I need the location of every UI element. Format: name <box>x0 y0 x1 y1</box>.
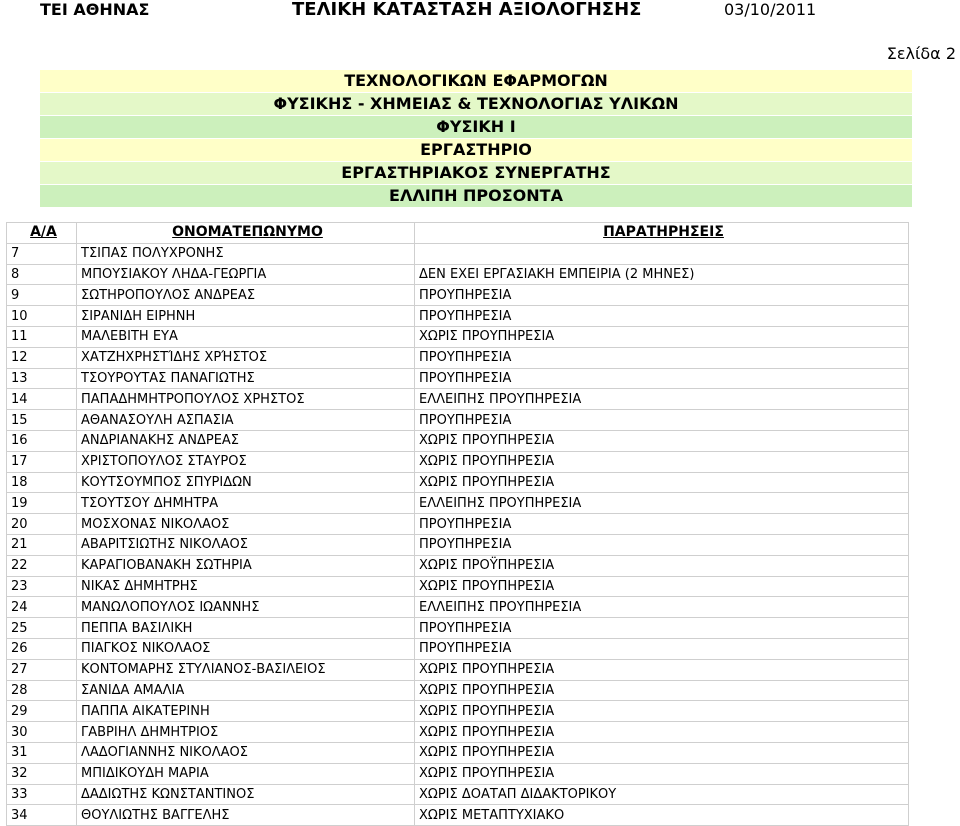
row-remarks: ΠΡΟΥΠΗΡΕΣΙΑ <box>415 306 909 327</box>
table-row <box>7 763 909 784</box>
row-number: 20 <box>7 514 77 535</box>
row-name: ΧΑΤΖΗΧΡΗΣΤΊΔΗΣ ΧΡΉΣΤΟΣ <box>77 347 415 368</box>
row-remarks: ΠΡΟΥΠΗΡΕΣΙΑ <box>415 534 909 555</box>
table-row <box>7 410 909 431</box>
table-row <box>7 701 909 722</box>
row-remarks: ΕΛΛΕΙΠΗΣ ΠΡΟΥΠΗΡΕΣΙΑ <box>415 493 909 514</box>
row-name: ΤΣΟΥΡΟΥΤΑΣ ΠΑΝΑΓΙΩΤΗΣ <box>77 368 415 389</box>
row-number: 29 <box>7 701 77 722</box>
table-row <box>7 618 909 639</box>
row-remarks: ΠΡΟΥΠΗΡΕΣΙΑ <box>415 618 909 639</box>
section-titles <box>40 70 912 208</box>
row-name: ΛΑΔΟΓΙΑΝΝΗΣ ΝΙΚΟΛΑΟΣ <box>77 742 415 763</box>
row-name: ΧΡΙΣΤΟΠΟΥΛΟΣ ΣΤΑΥΡΟΣ <box>77 451 415 472</box>
report-date: 03/10/2011 <box>724 0 817 19</box>
row-remarks: ΧΩΡΙΣ ΠΡΟΥΠΗΡΕΣΙΑ <box>415 326 909 347</box>
course-title: ΦΥΣΙΚΗ Ι <box>40 116 912 139</box>
row-remarks: ΧΩΡΙΣ ΠΡΟΥΠΗΡΕΣΙΑ <box>415 430 909 451</box>
table-row <box>7 306 909 327</box>
table-row <box>7 347 909 368</box>
row-remarks <box>415 243 909 264</box>
row-number: 12 <box>7 347 77 368</box>
row-remarks: ΠΡΟΥΠΗΡΕΣΙΑ <box>415 514 909 535</box>
row-number: 9 <box>7 285 77 306</box>
row-number: 31 <box>7 742 77 763</box>
table-row <box>7 805 909 826</box>
position-title: ΕΡΓΑΣΤΗΡΙΑΚΟΣ ΣΥΝΕΡΓΑΤΗΣ <box>40 162 912 185</box>
column-header-remarks: ΠΑΡΑΤΗΡΗΣΕΙΣ <box>415 223 909 244</box>
row-number: 30 <box>7 722 77 743</box>
row-name: ΚΑΡΑΓΙΟΒΑΝΑΚΗ ΣΩΤΗΡΙΑ <box>77 555 415 576</box>
table-row <box>7 243 909 264</box>
row-name: ΑΝΔΡΙΑΝΑΚΗΣ ΑΝΔΡΕΑΣ <box>77 430 415 451</box>
table-row <box>7 430 909 451</box>
institution-name: ΤΕΙ ΑΘΗΝΑΣ <box>40 0 150 19</box>
row-number: 16 <box>7 430 77 451</box>
row-name: ΤΣΙΠΑΣ ΠΟΛΥΧΡΟΝΗΣ <box>77 243 415 264</box>
row-name: ΚΟΥΤΣΟΥΜΠΟΣ ΣΠΥΡΙΔΩΝ <box>77 472 415 493</box>
row-name: ΑΒΑΡΙΤΣΙΩΤΗΣ ΝΙΚΟΛΑΟΣ <box>77 534 415 555</box>
row-number: 27 <box>7 659 77 680</box>
row-remarks: ΠΡΟΥΠΗΡΕΣΙΑ <box>415 285 909 306</box>
row-number: 13 <box>7 368 77 389</box>
row-name: ΣΩΤΗΡΟΠΟΥΛΟΣ ΑΝΔΡΕΑΣ <box>77 285 415 306</box>
row-remarks: ΧΩΡΙΣ ΠΡΟΫΠΗΡΕΣΙΑ <box>415 555 909 576</box>
row-remarks: ΕΛΛΕΙΠΗΣ ΠΡΟΥΠΗΡΕΣΙΑ <box>415 389 909 410</box>
row-name: ΔΑΔΙΩΤΗΣ ΚΩΝΣΤΑΝΤΙΝΟΣ <box>77 784 415 805</box>
row-number: 24 <box>7 597 77 618</box>
row-number: 18 <box>7 472 77 493</box>
row-number: 10 <box>7 306 77 327</box>
row-name: ΚΟΝΤΟΜΑΡΗΣ ΣΤΥΛΙΑΝΟΣ-ΒΑΣΙΛΕΙΟΣ <box>77 659 415 680</box>
row-remarks: ΧΩΡΙΣ ΠΡΟΥΠΗΡΕΣΙΑ <box>415 659 909 680</box>
row-remarks: ΧΩΡΙΣ ΠΡΟΥΠΗΡΕΣΙΑ <box>415 576 909 597</box>
row-remarks: ΧΩΡΙΣ ΠΡΟΥΠΗΡΕΣΙΑ <box>415 763 909 784</box>
row-number: 7 <box>7 243 77 264</box>
row-remarks: ΧΩΡΙΣ ΠΡΟΥΠΗΡΕΣΙΑ <box>415 722 909 743</box>
roster-table <box>6 222 909 826</box>
row-name: ΜΟΣΧΟΝΑΣ ΝΙΚΟΛΑΟΣ <box>77 514 415 535</box>
row-number: 25 <box>7 618 77 639</box>
page-number: Σελίδα 2 <box>886 44 956 63</box>
row-name: ΣΑΝΙΔΑ ΑΜΑΛΙΑ <box>77 680 415 701</box>
table-row <box>7 680 909 701</box>
department-title: ΤΕΧΝΟΛΟΓΙΚΩΝ ΕΦΑΡΜΟΓΩΝ <box>40 70 912 93</box>
table-row <box>7 326 909 347</box>
row-number: 21 <box>7 534 77 555</box>
table-row <box>7 472 909 493</box>
row-number: 22 <box>7 555 77 576</box>
table-header-row <box>7 223 909 244</box>
table-row <box>7 368 909 389</box>
row-remarks: ΠΡΟΥΠΗΡΕΣΙΑ <box>415 368 909 389</box>
row-name: ΜΑΛΕΒΙΤΗ ΕΥΑ <box>77 326 415 347</box>
row-remarks: ΧΩΡΙΣ ΜΕΤΑΠΤΥΧΙΑΚΟ <box>415 805 909 826</box>
row-name: ΠΑΠΠΑ ΑΙΚΑΤΕΡΙΝΗ <box>77 701 415 722</box>
table-row <box>7 659 909 680</box>
row-number: 14 <box>7 389 77 410</box>
row-number: 26 <box>7 638 77 659</box>
row-name: ΜΑΝΩΛΟΠΟΥΛΟΣ ΙΩΑΝΝΗΣ <box>77 597 415 618</box>
row-number: 19 <box>7 493 77 514</box>
table-row <box>7 722 909 743</box>
table-row <box>7 784 909 805</box>
row-remarks: ΔΕΝ ΕΧΕΙ ΕΡΓΑΣΙΑΚΗ ΕΜΠΕΙΡΙΑ (2 ΜΗΝΕΣ) <box>415 264 909 285</box>
row-name: ΠΙΑΓΚΟΣ ΝΙΚΟΛΑΟΣ <box>77 638 415 659</box>
row-remarks: ΠΡΟΥΠΗΡΕΣΙΑ <box>415 638 909 659</box>
table-row <box>7 555 909 576</box>
row-number: 33 <box>7 784 77 805</box>
course-type: ΕΡΓΑΣΤΗΡΙΟ <box>40 139 912 162</box>
table-row <box>7 638 909 659</box>
table-row <box>7 451 909 472</box>
table-row <box>7 514 909 535</box>
row-name: ΘΟΥΛΙΩΤΗΣ ΒΑΓΓΕΛΗΣ <box>77 805 415 826</box>
row-name: ΠΑΠΑΔΗΜΗΤΡΟΠΟΥΛΟΣ ΧΡΗΣΤΟΣ <box>77 389 415 410</box>
row-name: ΑΘΑΝΑΣΟΥΛΗ ΑΣΠΑΣΙΑ <box>77 410 415 431</box>
row-name: ΜΠΙΔΙΚΟΥΔΗ ΜΑΡΙΑ <box>77 763 415 784</box>
row-remarks: ΧΩΡΙΣ ΠΡΟΥΠΗΡΕΣΙΑ <box>415 742 909 763</box>
row-number: 28 <box>7 680 77 701</box>
row-remarks: ΕΛΛΕΙΠΗΣ ΠΡΟΥΠΗΡΕΣΙΑ <box>415 597 909 618</box>
report-header <box>0 0 960 22</box>
row-number: 11 <box>7 326 77 347</box>
table-row <box>7 576 909 597</box>
row-remarks: ΠΡΟΥΠΗΡΕΣΙΑ <box>415 410 909 431</box>
row-name: ΝΙΚΑΣ ΔΗΜΗΤΡΗΣ <box>77 576 415 597</box>
row-name: ΠΕΠΠΑ ΒΑΣΙΛΙΚΗ <box>77 618 415 639</box>
row-remarks: ΠΡΟΥΠΗΡΕΣΙΑ <box>415 347 909 368</box>
table-row <box>7 597 909 618</box>
table-row <box>7 742 909 763</box>
row-number: 32 <box>7 763 77 784</box>
table-row <box>7 493 909 514</box>
row-name: ΜΠΟΥΣΙΑΚΟΥ ΛΗΔΑ-ΓΕΩΡΓΙΑ <box>77 264 415 285</box>
section-title: ΦΥΣΙΚΗΣ - ΧΗΜΕΙΑΣ & ΤΕΧΝΟΛΟΓΙΑΣ ΥΛΙΚΩΝ <box>40 93 912 116</box>
row-remarks: ΧΩΡΙΣ ΠΡΟΥΠΗΡΕΣΙΑ <box>415 680 909 701</box>
table-row <box>7 534 909 555</box>
row-remarks: ΧΩΡΙΣ ΠΡΟΥΠΗΡΕΣΙΑ <box>415 451 909 472</box>
table-row <box>7 264 909 285</box>
row-number: 17 <box>7 451 77 472</box>
row-name: ΓΑΒΡΙΗΛ ΔΗΜΗΤΡΙΟΣ <box>77 722 415 743</box>
status-title: ΕΛΛΙΠΗ ΠΡΟΣΟΝΤΑ <box>40 185 912 208</box>
row-remarks: ΧΩΡΙΣ ΔΟΑΤΑΠ ΔΙΔΑΚΤΟΡΙΚΟΥ <box>415 784 909 805</box>
table-row <box>7 389 909 410</box>
row-number: 15 <box>7 410 77 431</box>
report-title: ΤΕΛΙΚΗ ΚΑΤΑΣΤΑΣΗ ΑΞΙΟΛΟΓΗΣΗΣ <box>292 0 642 20</box>
row-number: 34 <box>7 805 77 826</box>
table-row <box>7 285 909 306</box>
row-number: 23 <box>7 576 77 597</box>
row-number: 8 <box>7 264 77 285</box>
row-name: ΤΣΟΥΤΣΟΥ ΔΗΜΗΤΡΑ <box>77 493 415 514</box>
row-remarks: ΧΩΡΙΣ ΠΡΟΥΠΗΡΕΣΙΑ <box>415 472 909 493</box>
column-header-name: ΟΝΟΜΑΤΕΠΩΝΥΜΟ <box>77 223 415 244</box>
column-header-number: Α/Α <box>7 223 77 244</box>
row-name: ΣΙΡΑΝΙΔΗ ΕΙΡΗΝΗ <box>77 306 415 327</box>
row-remarks: ΧΩΡΙΣ ΠΡΟΥΠΗΡΕΣΙΑ <box>415 701 909 722</box>
